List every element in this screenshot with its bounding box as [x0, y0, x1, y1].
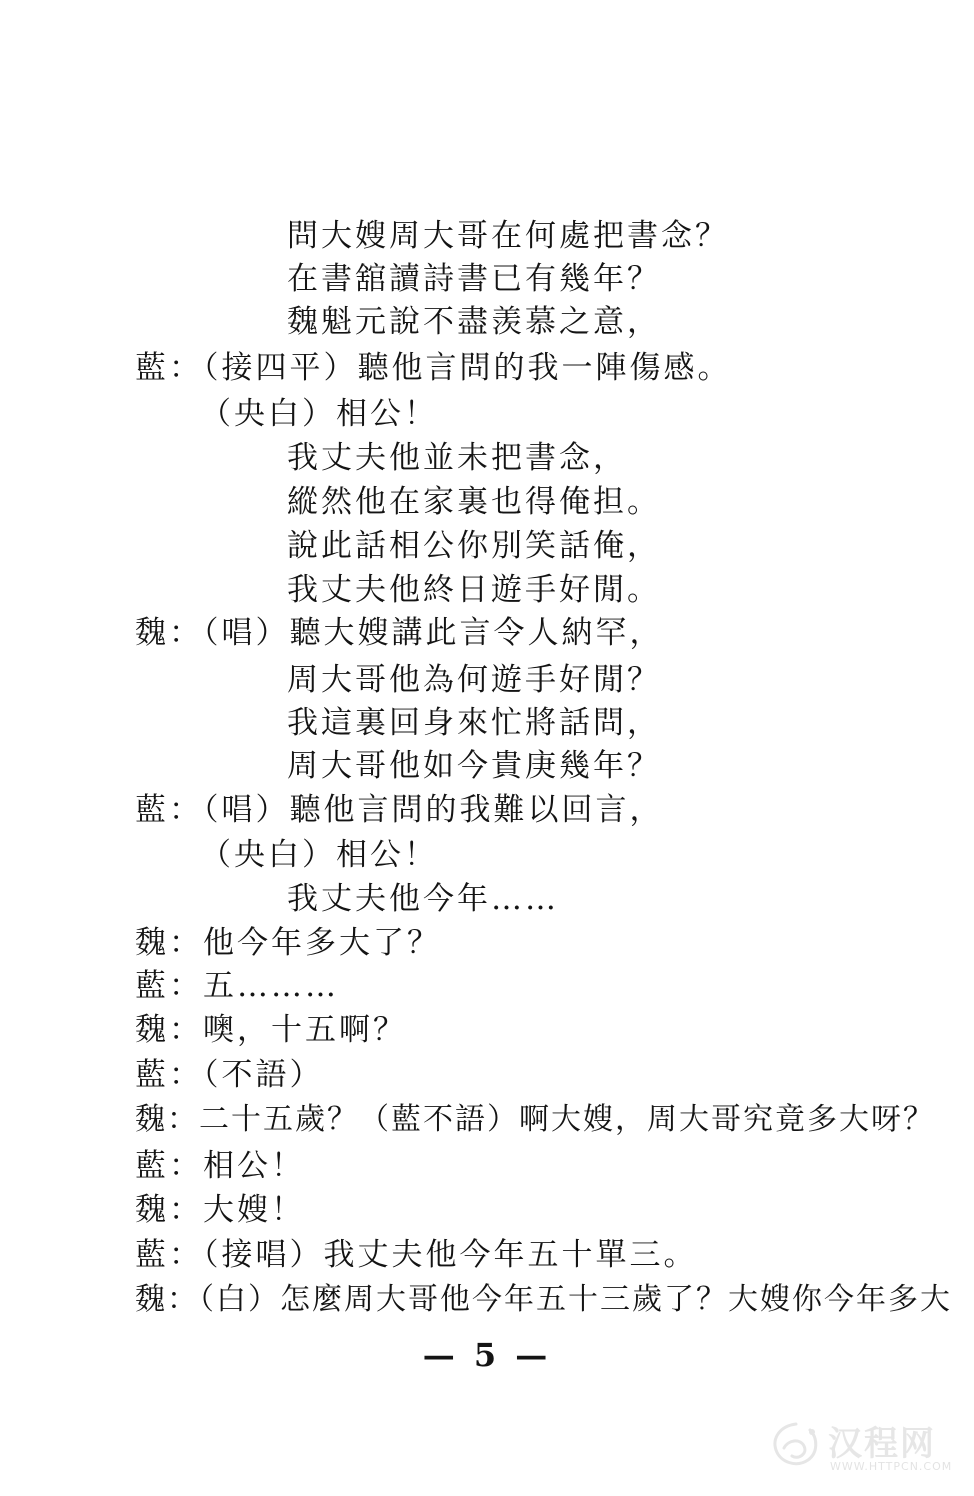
script-line: 魏：二十五歲？（藍不語）啊大嫂，周大哥究竟多大呀？ [135, 1102, 935, 1137]
script-line: 我這裏回身來忙將話問， [287, 705, 661, 741]
script-line: 我丈夫他今年…… [287, 881, 559, 917]
script-line: 在書舘讀詩書已有幾年？ [287, 261, 661, 297]
watermark-logo-icon [766, 1418, 826, 1474]
script-line: 藍：（接唱）我丈夫他今年五十單三。 [135, 1237, 698, 1273]
script-line: 藍：（接四平）聽他言問的我一陣傷感。 [135, 350, 732, 386]
script-line: 我丈夫他並未把書念， [287, 440, 627, 476]
script-line: 魏魁元說不盡羡慕之意， [287, 304, 661, 340]
script-line: （央白）相公！ [200, 837, 438, 873]
script-line: 我丈夫他終日遊手好閒。 [287, 572, 661, 608]
script-line: （央白）相公！ [200, 396, 438, 432]
script-line: 問大嫂周大哥在何處把書念？ [287, 218, 729, 254]
watermark-text: 汉程网 [828, 1424, 936, 1464]
script-line: 縱然他在家裏也得俺担。 [287, 484, 661, 520]
script-line: 周大哥他為何遊手好閒？ [287, 662, 661, 698]
watermark-url: WWW.HTTPCN.COM [830, 1460, 953, 1473]
script-line: 周大哥他如今貴庚幾年？ [287, 748, 661, 784]
script-line: 魏：（唱）聽大嫂講此言令人納罕， [135, 615, 664, 651]
script-line: 魏：他今年多大了？ [135, 925, 441, 961]
script-line: 藍：（唱）聽他言問的我難以回言， [135, 792, 664, 828]
script-line: 魏：噢，十五啊？ [135, 1012, 407, 1048]
script-line: 魏：（白）怎麼周大哥他今年五十三歲了？大嫂你今年多大 [135, 1282, 952, 1317]
script-line: 說此話相公你別笑話俺， [287, 528, 661, 564]
script-line: 藍：（不語） [135, 1057, 324, 1093]
script-line: 藍：相公！ [135, 1148, 305, 1184]
site-watermark [766, 1412, 956, 1482]
page-number: — 5 — [422, 1336, 552, 1374]
script-line: 藍：五……… [135, 968, 339, 1004]
script-line: 魏：大嫂！ [135, 1192, 305, 1228]
